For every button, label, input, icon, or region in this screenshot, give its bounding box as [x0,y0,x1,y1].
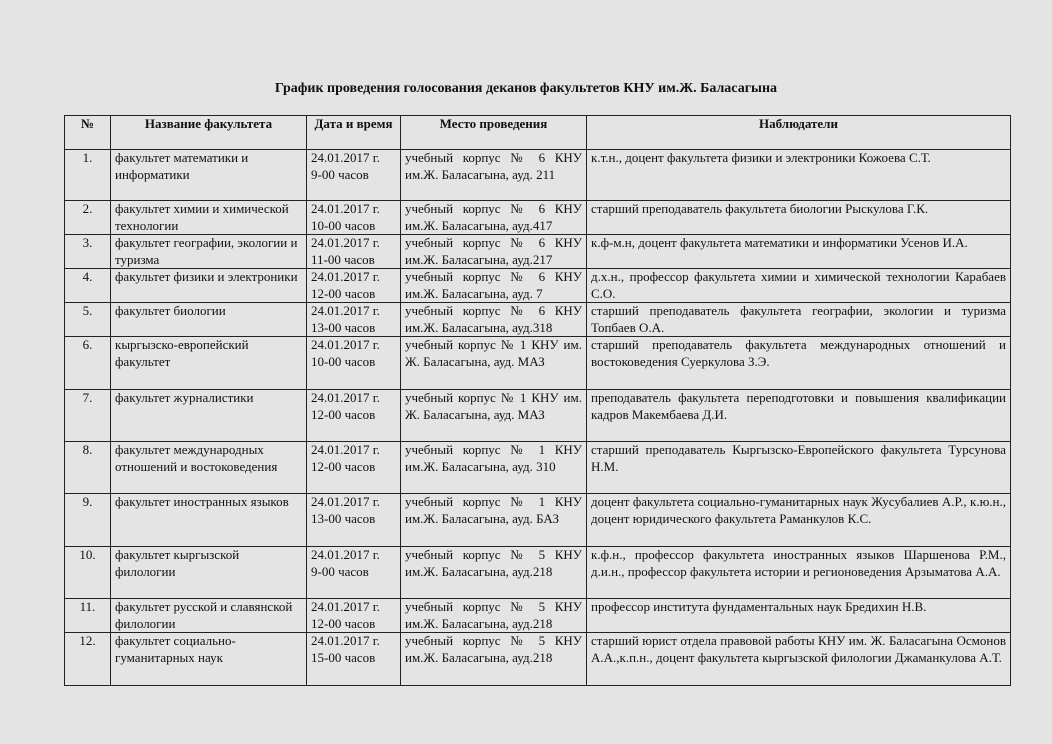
cell-datetime-line: 10-00 часов [311,353,376,369]
cell-num: 12. [65,633,111,686]
cell-faculty: факультет физики и электроники [111,269,307,303]
cell-datetime-line: 24.01.2017 г. [311,494,380,509]
table-header-row [65,116,1011,150]
cell-datetime-line: 24.01.2017 г. [311,303,380,318]
header-faculty: Название факультета [111,116,307,150]
cell-datetime-line: 24.01.2017 г. [311,633,380,648]
cell-faculty: факультет социально-гуманитарных наук [111,633,307,686]
table-row [65,269,1011,303]
cell-faculty: факультет иностранных языков [111,494,307,547]
table-row [65,235,1011,269]
cell-faculty: факультет международных отношений и востоковедения [111,442,307,494]
cell-place: учебный корпус № 6 КНУ им.Ж. Баласагына, ауд.318 [401,303,587,337]
header-date: Дата и время [307,116,401,150]
table-body [65,150,1011,686]
table-row [65,337,1011,390]
cell-num: 9. [65,494,111,547]
cell-datetime-line: 12-00 часов [311,285,376,301]
cell-observers: доцент факультета социально-гуманитарных наук Жусубалиев А.Р., к.ю.н., доцент юридического факультета Раманкулов К.С. [587,494,1011,547]
cell-datetime-line: 12-00 часов [311,406,376,422]
cell-datetime-line: 12-00 часов [311,615,376,631]
cell-num: 1. [65,150,111,201]
table-row [65,150,1011,201]
cell-observers: преподаватель факультета переподготовки и повышения квалификации кадров Макембаева Д.И. [587,390,1011,442]
cell-datetime [307,633,401,686]
cell-observers: д.х.н., профессор факультета химии и химической технологии Карабаев С.О. [587,269,1011,303]
cell-num: 4. [65,269,111,303]
cell-datetime-line: 13-00 часов [311,510,376,526]
cell-faculty: факультет химии и химической технологии [111,201,307,235]
cell-datetime [307,599,401,633]
cell-datetime-line: 9-00 часов [311,563,369,579]
cell-datetime-line: 24.01.2017 г. [311,235,380,250]
cell-datetime-line: 15-00 часов [311,649,376,665]
cell-datetime-line: 11-00 часов [311,251,375,267]
cell-num: 5. [65,303,111,337]
table-row [65,547,1011,599]
cell-place: учебный корпус № 1 КНУ им.Ж. Баласагына, ауд. БАЗ [401,494,587,547]
cell-num: 2. [65,201,111,235]
cell-faculty: факультет математики и информатики [111,150,307,201]
cell-datetime-line: 9-00 часов [311,166,369,182]
cell-place: учебный корпус № 6 КНУ им.Ж. Баласагына, ауд.217 [401,235,587,269]
cell-observers: к.т.н., доцент факультета физики и электроники Кожоева С.Т. [587,150,1011,201]
table-row [65,494,1011,547]
header-place: Место проведения [401,116,587,150]
header-num: № [65,116,111,150]
cell-num: 8. [65,442,111,494]
cell-datetime [307,269,401,303]
cell-datetime-line: 10-00 часов [311,217,376,233]
table-row [65,442,1011,494]
cell-datetime [307,494,401,547]
cell-observers: старший преподаватель факультета биологии Рыскулова Г.К. [587,201,1011,235]
cell-datetime-line: 24.01.2017 г. [311,150,380,165]
cell-num: 10. [65,547,111,599]
table-row [65,599,1011,633]
cell-datetime-line: 24.01.2017 г. [311,201,380,216]
cell-datetime [307,303,401,337]
cell-datetime-line: 24.01.2017 г. [311,337,380,352]
cell-datetime-line: 24.01.2017 г. [311,442,380,457]
cell-place: учебный корпус № 1 КНУ им.Ж. Баласагына, ауд. 310 [401,442,587,494]
cell-datetime [307,547,401,599]
cell-num: 11. [65,599,111,633]
cell-observers: старший юрист отдела правовой работы КНУ им. Ж. Баласагына Осмонов А.А.,к.п.н., доцент факультета кыргызской филологии Джаманкулова А.Т. [587,633,1011,686]
cell-datetime [307,442,401,494]
cell-place: учебный корпус № 6 КНУ им.Ж. Баласагына, ауд.417 [401,201,587,235]
cell-place: учебный корпус № 5 КНУ им.Ж. Баласагына, ауд.218 [401,547,587,599]
cell-num: 7. [65,390,111,442]
cell-faculty: факультет кыргызской филологии [111,547,307,599]
cell-faculty: факультет русской и славянской филологии [111,599,307,633]
cell-datetime [307,337,401,390]
schedule-table [64,115,1011,686]
cell-datetime [307,201,401,235]
cell-observers: профессор института фундаментальных наук Бредихин Н.В. [587,599,1011,633]
cell-num: 6. [65,337,111,390]
cell-faculty: факультет журналистики [111,390,307,442]
cell-faculty: факультет географии, экологии и туризма [111,235,307,269]
table-row [65,201,1011,235]
cell-faculty: факультет биологии [111,303,307,337]
header-observers: Наблюдатели [587,116,1011,150]
document-title: График проведения голосования деканов факультетов КНУ им.Ж. Баласагына [274,81,778,96]
cell-datetime-line: 24.01.2017 г. [311,390,380,405]
cell-datetime-line: 24.01.2017 г. [311,269,380,284]
cell-datetime-line: 12-00 часов [311,458,376,474]
cell-num: 3. [65,235,111,269]
cell-datetime-line: 24.01.2017 г. [311,547,380,562]
table-row [65,303,1011,337]
cell-datetime [307,390,401,442]
cell-datetime-line: 13-00 часов [311,319,376,335]
cell-place: учебный корпус № 6 КНУ им.Ж. Баласагына, ауд. 211 [401,150,587,201]
table-row [65,633,1011,686]
cell-datetime-line: 24.01.2017 г. [311,599,380,614]
cell-observers: к.ф-м.н, доцент факультета математики и информатики Усенов И.А. [587,235,1011,269]
cell-place: учебный корпус № 6 КНУ им.Ж. Баласагына, ауд. 7 [401,269,587,303]
cell-observers: старший преподаватель Кыргызско-Европейского факультета Турсунова Н.М. [587,442,1011,494]
cell-place: учебный корпус № 1 КНУ им. Ж. Баласагына, ауд. МАЗ [401,337,587,390]
cell-faculty: кыргызско-европейский факультет [111,337,307,390]
cell-observers: к.ф.н., профессор факультета иностранных языков Шаршенова Р.М., д.и.н., профессор факультета истории и регионоведения Арзыматова А.А. [587,547,1011,599]
cell-observers: старший преподаватель факультета географии, экологии и туризма Топбаев О.А. [587,303,1011,337]
cell-observers: старший преподаватель факультета международных отношений и востоковедения Суеркулова З.Э. [587,337,1011,390]
cell-place: учебный корпус № 5 КНУ им.Ж. Баласагына, ауд.218 [401,599,587,633]
cell-place: учебный корпус № 1 КНУ им. Ж. Баласагына, ауд. МАЗ [401,390,587,442]
cell-datetime [307,235,401,269]
cell-datetime [307,150,401,201]
cell-place: учебный корпус № 5 КНУ им.Ж. Баласагына, ауд.218 [401,633,587,686]
table-row [65,390,1011,442]
